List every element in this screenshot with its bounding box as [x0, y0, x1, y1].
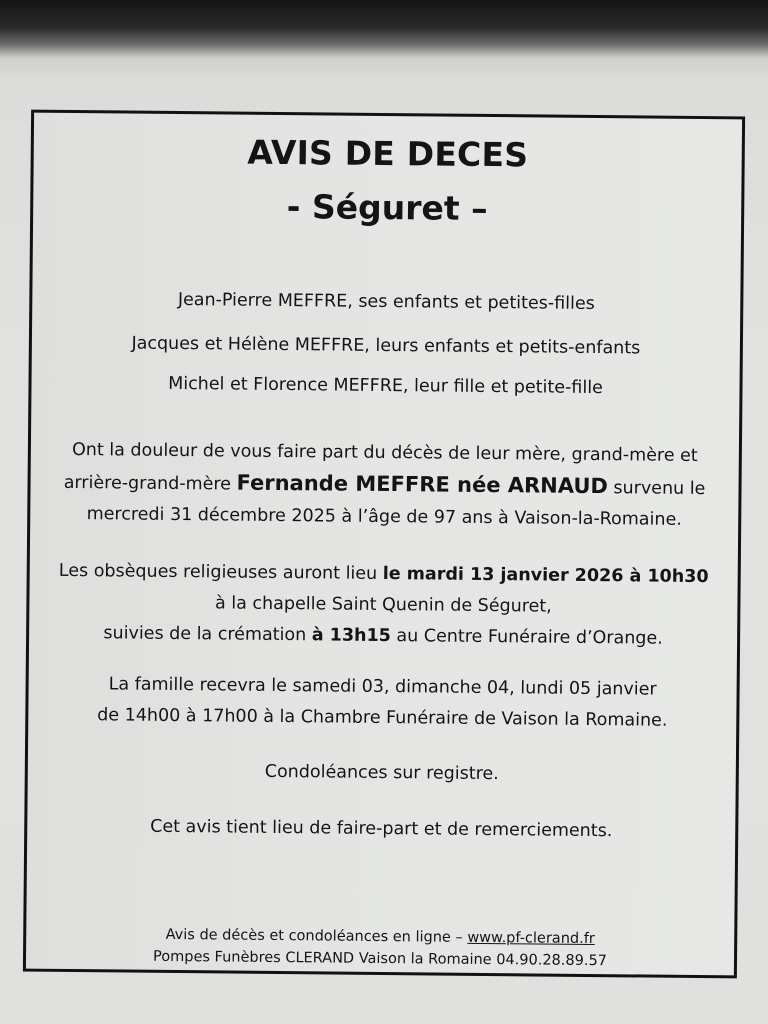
visitation-line-2: de 14h00 à 17h00 à la Chambre Funéraire de Vaison la Romaine. [97, 705, 668, 731]
funeral-paragraph [39, 556, 728, 656]
website-link[interactable]: www.pf-clerand.fr [467, 929, 595, 948]
notice-subtitle: - Séguret – [286, 187, 488, 228]
cremation-place: au Centre Funéraire d’Orange. [390, 626, 663, 649]
family-line-2: Jacques et Hélène MEFFRE, leurs enfants et petits-enfants [131, 333, 641, 359]
funeral-intro: Les obsèques religieuses auront lieu [58, 560, 383, 584]
footer [26, 923, 734, 974]
funeral-date: le mardi 13 janvier 2026 à 10h30 [382, 563, 709, 588]
visitation-paragraph [38, 669, 727, 738]
notice-statement: Cet avis tient lieu de faire-part et de remerciements. [150, 816, 613, 842]
family-line-1: Jean-Pierre MEFFRE, ses enfants et petites-filles [177, 290, 595, 315]
visitation-line-1: La famille recevra le samedi 03, dimanche 04, lundi 05 janvier [108, 674, 657, 700]
cremation-time: à 13h15 [311, 625, 391, 647]
funeral-place: à la chapelle Saint Quenin de Séguret, [214, 593, 552, 617]
footer-line-2: Pompes Funèbres CLERAND Vaison la Romaine 04.90.28.89.57 [152, 948, 608, 970]
announcement-outro: survenu le mercredi 31 décembre 2025 à l’âge de 97 ans à Vaison-la-Romaine. [86, 478, 706, 530]
cremation-intro: suivies de la crémation [103, 623, 312, 646]
deceased-name: Fernande MEFFRE née ARNAUD [236, 470, 609, 499]
condolences-text: Condoléances sur registre. [264, 761, 499, 785]
announcement-intro: Ont la douleur de vous faire part du décès de leur mère, grand-mère et arrière-grand-mère [63, 440, 698, 495]
announcement-paragraph [40, 435, 729, 537]
notice-title: AVIS DE DECES [247, 132, 529, 175]
footer-online-text: Avis de décès et condoléances en ligne – [165, 926, 468, 946]
family-line-3: Michel et Florence MEFFRE, leur fille et petite-fille [168, 373, 603, 399]
death-notice [23, 110, 745, 979]
